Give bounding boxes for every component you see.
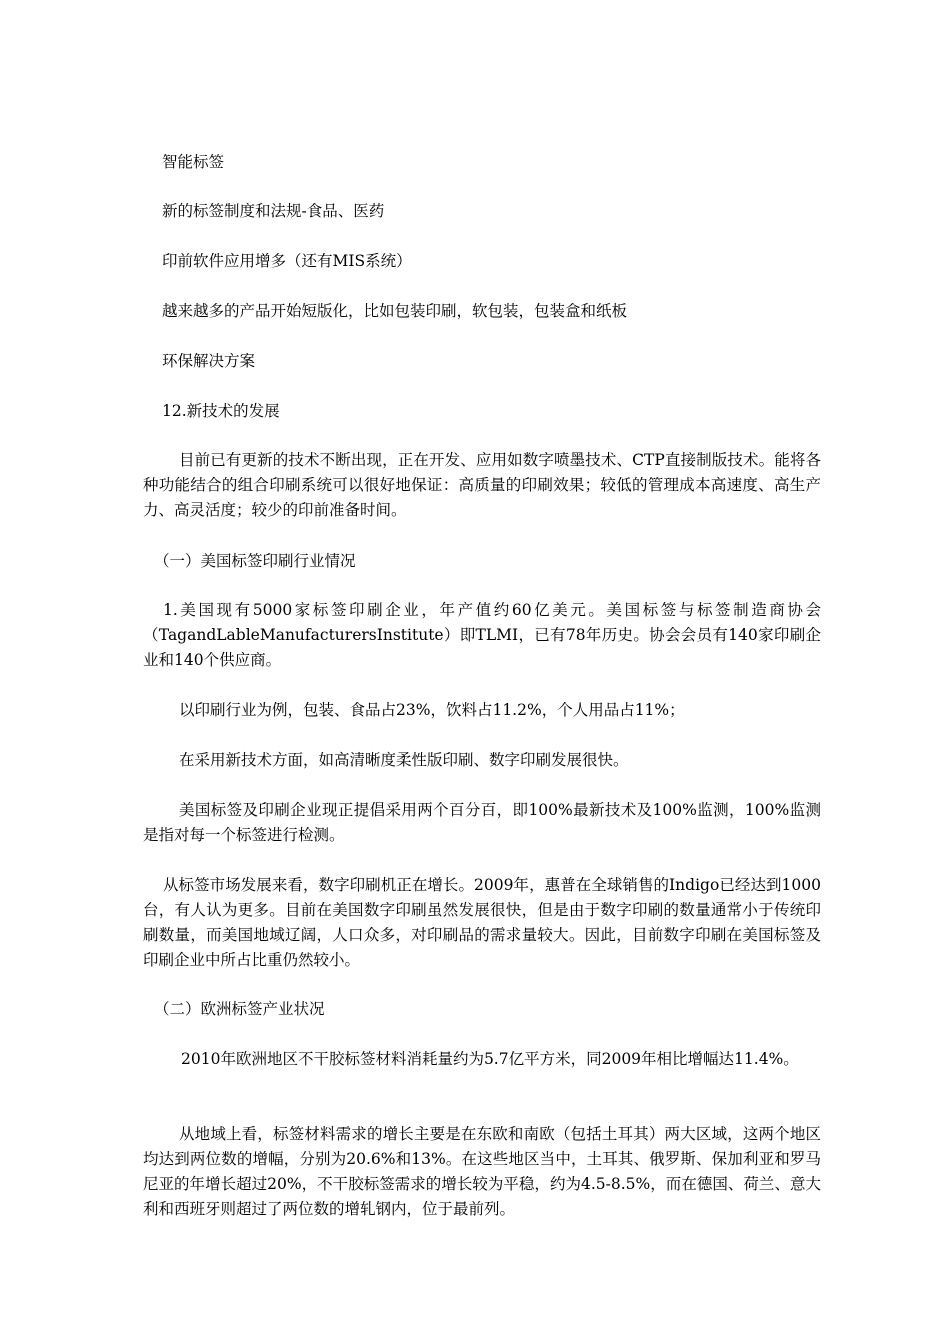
- paragraph-new-tech-adoption: 在采用新技术方面，如高清晰度柔性版印刷、数字印刷发展很快。: [179, 751, 629, 769]
- list-item-smart-labels: 智能标签: [162, 153, 225, 171]
- list-item-new-label-regulations: 新的标签制度和法规-食品、医药: [162, 202, 385, 220]
- section-heading-us-industry: （一）美国标签印刷行业情况: [154, 552, 356, 570]
- list-item-short-run-products: 越来越多的产品开始短版化，比如包装印刷，软包装，包装盒和纸板: [162, 302, 628, 320]
- paragraph-industry-share: 以印刷行业为例，包装、食品占23%，饮料占11.2%，个人用品占11%；: [179, 701, 685, 719]
- paragraph-regional-growth: 从地域上看，标签材料需求的增长主要是在东欧和南欧（包括土耳其）两大区域，这两个地区均达到两位数的增幅，分别为20.6%和13%。在这些地区当中，土耳其、俄罗斯、保加利亚和罗马尼亚的年增长超过20%，不干胶标签需求的增长较为平稳，约为4.5-8.5%，而在德国、荷兰、意大利和西班牙则超过了两位数的增轧钢内，位于最前列。: [143, 1125, 821, 1218]
- paragraph-new-tech: 目前已有更新的技术不断出现，正在开发、应用如数字喷墨技术、CTP直接制版技术。能将各种功能结合的组合印刷系统可以很好地保证：高质量的印刷效果；较低的管理成本高速度、高生产力、高灵活度；较少的印前准备时间。: [143, 451, 821, 519]
- section-heading-europe-industry: （二）欧洲标签产业状况: [154, 1000, 325, 1018]
- list-item-prepress-software: 印前软件应用增多（还有MIS系统）: [162, 252, 412, 270]
- list-item-eco-solutions: 环保解决方案: [162, 352, 256, 370]
- paragraph-digital-printing-growth: 从标签市场发展来看，数字印刷机正在增长。2009年，惠普在全球销售的Indigo已经达到1000台，有人认为更多。目前在美国数字印刷虽然发展很快，但是由于数字印刷的数量通常小于传统印刷数量，而美国地域辽阔，人口众多，对印刷品的需求量较大。因此，目前数字印刷在美国标签及印刷企业中所占比重仍然较小。: [143, 876, 821, 969]
- paragraph-two-hundred-percent: 美国标签及印刷企业现正提倡采用两个百分百，即100%最新技术及100%监测，100%监测是指对每一个标签进行检测。: [143, 801, 821, 844]
- paragraph-europe-consumption: 2010年欧洲地区不干胶标签材料消耗量约为5.7亿平方米，同2009年相比增幅达11.4%。: [181, 1050, 799, 1068]
- paragraph-us-companies: 1.美国现有5000家标签印刷企业，年产值约60亿美元。美国标签与标签制造商协会（TagandLableManufacturersInstitute）即TLMI，已有78年历史。协会会员有140家印刷企业和140个供应商。: [143, 601, 821, 669]
- section-heading-new-tech: 12.新技术的发展: [162, 402, 280, 420]
